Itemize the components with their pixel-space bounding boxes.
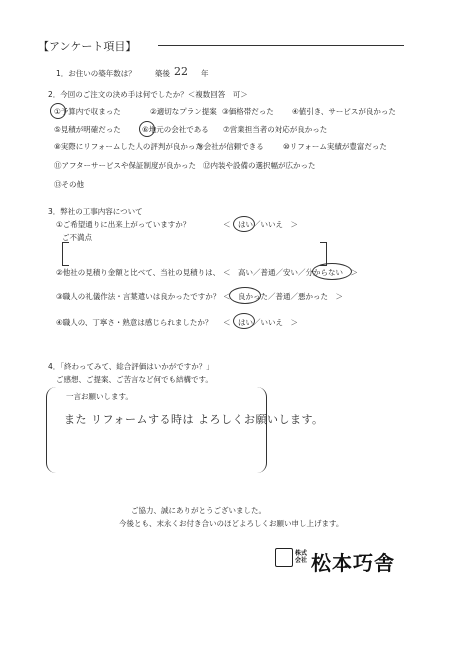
selection-circle — [50, 103, 66, 119]
q2-option: ①予算内で収まった — [54, 107, 121, 116]
q2-option: ⑬その他 — [54, 180, 84, 189]
title-rule — [158, 45, 404, 46]
q2-option: ⑥地元の会社である — [142, 125, 209, 134]
complaint-bracket-left — [62, 242, 69, 266]
q2-option: ⑫内装や設備の選択幅が広かった — [203, 161, 316, 170]
selection-circle — [233, 216, 255, 232]
q2-option: ③価格帯だった — [222, 107, 274, 116]
survey-title: 【アンケート項目】 — [38, 40, 137, 53]
q2-option: ⑦営業担当者の対応が良かった — [223, 125, 328, 134]
q3-question: ④職人の、丁寧さ・熟意は感じられましたか？ — [56, 318, 213, 327]
q2-option: ⑪アフターサービスや保証制度が良かった — [54, 161, 196, 170]
q2-label: 2．今回のご注文の決め手は何でしたか？＜複数回答 可＞ — [48, 90, 248, 99]
q3-answer: ＜ 良かった／普通／悪かった ＞ — [223, 292, 343, 301]
q3-question: ②他社の見積り金額と比べて、当社の見積りは、 — [56, 268, 221, 277]
q3-complaint-label: ご不満点 — [62, 233, 92, 242]
logo-company-name: 松本巧舎 — [311, 551, 395, 575]
selection-circle — [229, 287, 261, 304]
q3-answer: ＜ 高い／普通／安い／分からない ＞ — [223, 268, 358, 277]
selection-circle — [233, 313, 255, 329]
q1-unit: 年 — [201, 69, 209, 78]
q2-option: ④値引き、サービスが良かった — [292, 107, 396, 116]
q4-label: 4．「終わってみて、総合評価はいかがですか？」 — [48, 362, 214, 371]
company-seal-icon — [275, 548, 293, 567]
logo-kabushiki: 株式会社 — [295, 550, 308, 564]
q2-option: ⑨会社が信頼できる — [197, 142, 264, 151]
q1-answer: 22 — [174, 65, 188, 78]
q4-sub: ご感想、ご提案、ご苦言など何でも結構です。 — [56, 375, 213, 384]
q1-label: 1．お住いの築年数は？ — [56, 69, 136, 78]
closing-line-2: 今後とも、末永くお付き合いのほどよろしくお願い申し上げます。 — [119, 519, 344, 528]
q2-option: ⑧実際にリフォームした人の評判が良かった — [54, 142, 203, 151]
selection-circle — [139, 121, 155, 137]
q3-question: ①ご希望通りに出来上がっていますか？ — [56, 220, 191, 229]
q2-option: ⑩リフォーム実績が豊富だった — [283, 142, 387, 151]
q3-label: 3．弊社の工事内容について — [48, 207, 143, 216]
q1-prefix: 築後 — [155, 69, 170, 78]
q3-question: ③職人の礼儀作法・言葉遣いは良かったですか？ — [56, 292, 221, 301]
closing-line-1: ご協力、誠にありがとうございました。 — [131, 506, 266, 515]
comment-box-header: 一言お願いします。 — [66, 392, 133, 401]
q2-option: ⑤見積が明確だった — [54, 125, 121, 134]
selection-circle — [312, 263, 352, 280]
q3-answer: ＜ はい／いいえ ＞ — [223, 318, 298, 327]
q3-answer: ＜ はい／いいえ ＞ — [223, 220, 298, 229]
q2-option: ②適切なプラン提案 — [150, 107, 217, 116]
comment-handwritten: また リフォームする時は よろしくお願いします。 — [64, 413, 324, 426]
